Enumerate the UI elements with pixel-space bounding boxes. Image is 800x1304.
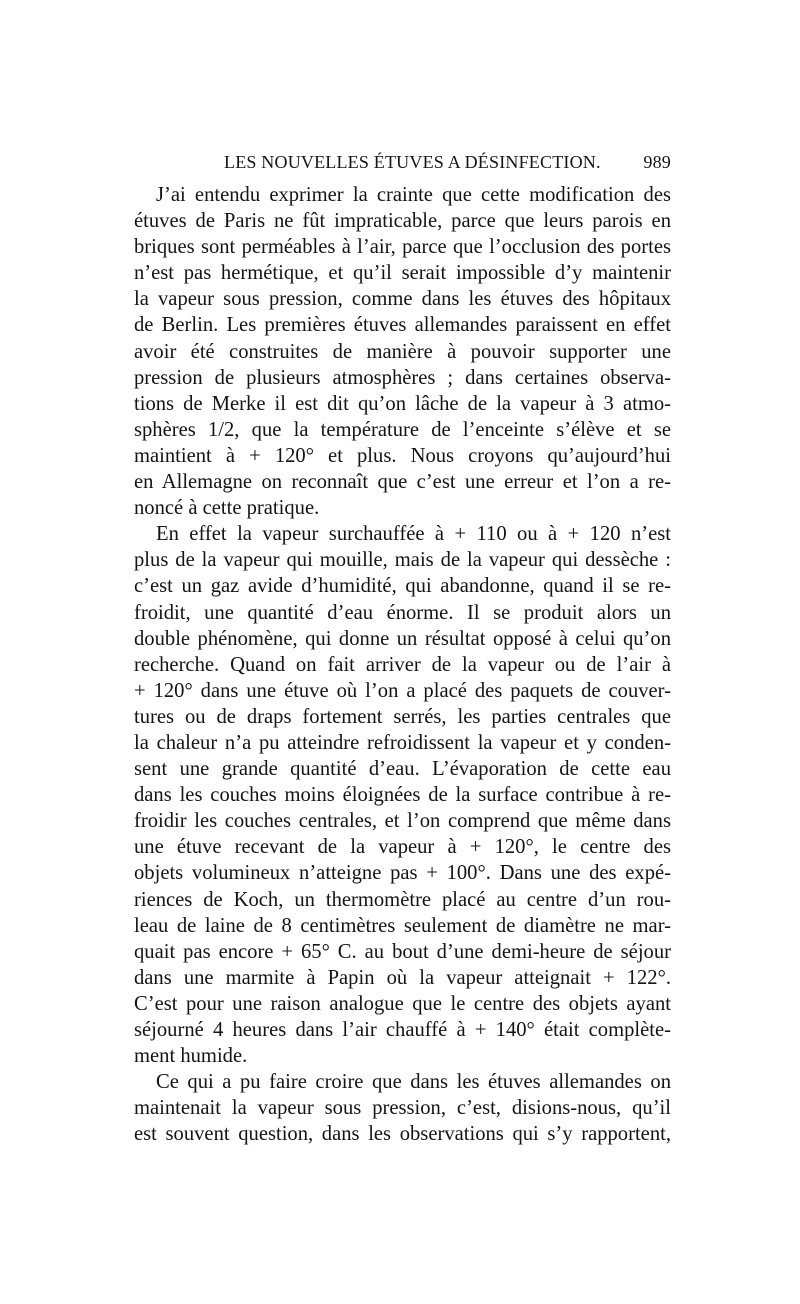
text-line: objets volumineux n’atteigne pas + 100°. Dans une des expé- xyxy=(134,862,671,885)
text-line: plus de la vapeur qui mouille, mais de la vapeur qui dessèche : xyxy=(134,549,671,572)
text-line: pression de plusieurs atmosphères ; dans certaines observa- xyxy=(134,366,671,389)
text-line: la chaleur n’a pu atteindre refroidissent la vapeur et y conden- xyxy=(134,731,671,754)
text-line: dans les couches moins éloignées de la surface contribue à re- xyxy=(134,784,671,807)
text-line: froidit, une quantité d’eau énorme. Il se produit alors un xyxy=(134,601,671,624)
text-line: c’est un gaz avide d’humidité, qui abandonne, quand il se re- xyxy=(134,575,671,598)
text-line: de Berlin. Les premières étuves allemandes paraissent en effet xyxy=(134,314,671,337)
text-line: noncé à cette pratique. xyxy=(134,497,320,520)
text-line: sphères 1/2, que la température de l’enceinte s’élève et se xyxy=(134,418,671,441)
running-head xyxy=(134,148,671,178)
text-line: dans une marmite à Papin où la vapeur atteignait + 122°. xyxy=(134,966,671,989)
text-line: une étuve recevant de la vapeur à + 120°, le centre des xyxy=(134,836,671,859)
body-text xyxy=(134,182,671,1147)
text-line: sent une grande quantité d’eau. L’évaporation de cette eau xyxy=(134,758,671,781)
running-title: LES NOUVELLES ÉTUVES A DÉSINFECTION. xyxy=(224,152,601,172)
text-line: avoir été construites de manière à pouvoir supporter une xyxy=(134,340,671,363)
text-line: J’ai entendu exprimer la crainte que cette modification des xyxy=(156,184,671,206)
text-line: est souvent question, dans les observations qui s’y rapportent, xyxy=(134,1123,671,1146)
text-line: maintient à + 120° et plus. Nous croyons qu’aujourd’hui xyxy=(134,444,671,467)
page-number: 989 xyxy=(643,152,671,172)
text-line: ment humide. xyxy=(134,1045,248,1068)
text-line: maintenait la vapeur sous pression, c’est, disions-nous, qu’il xyxy=(134,1097,671,1120)
text-line: tions de Merke il est dit qu’on lâche de la vapeur à 3 atmo- xyxy=(134,392,671,415)
text-line: + 120° dans une étuve où l’on a placé des paquets de couver- xyxy=(134,679,671,702)
text-line: séjourné 4 heures dans l’air chauffé à + 140° était complète- xyxy=(134,1019,671,1041)
text-line: n’est pas hermétique, et qu’il serait impossible d’y maintenir xyxy=(134,262,671,285)
text-line: C’est pour une raison analogue que le centre des objets ayant xyxy=(134,992,671,1015)
text-line: briques sont perméables à l’air, parce que l’occlusion des portes xyxy=(134,236,671,259)
text-line: leau de laine de 8 centimètres seulement de diamètre ne mar- xyxy=(134,914,671,937)
text-line: étuves de Paris ne fût impraticable, parce que leurs parois en xyxy=(134,210,671,233)
text-line: recherche. Quand on fait arriver de la vapeur ou de l’air à xyxy=(134,653,671,676)
text-line: en Allemagne on reconnaît que c’est une erreur et l’on a re- xyxy=(134,471,671,494)
text-line: double phénomène, qui donne un résultat opposé à celui qu’on xyxy=(134,627,671,650)
text-line: Ce qui a pu faire croire que dans les étuves allemandes on xyxy=(156,1071,671,1094)
text-line: froidir les couches centrales, et l’on comprend que même dans xyxy=(134,810,671,833)
text-line: quait pas encore + 65° C. au bout d’une demi-heure de séjour xyxy=(134,940,671,963)
text-line: riences de Koch, un thermomètre placé au centre d’un rou- xyxy=(134,888,671,911)
text-line: tures ou de draps fortement serrés, les parties centrales que xyxy=(134,705,671,728)
text-line: En effet la vapeur surchauffée à + 110 ou à + 120 n’est xyxy=(156,523,671,546)
text-line: la vapeur sous pression, comme dans les étuves des hôpitaux xyxy=(134,288,671,311)
